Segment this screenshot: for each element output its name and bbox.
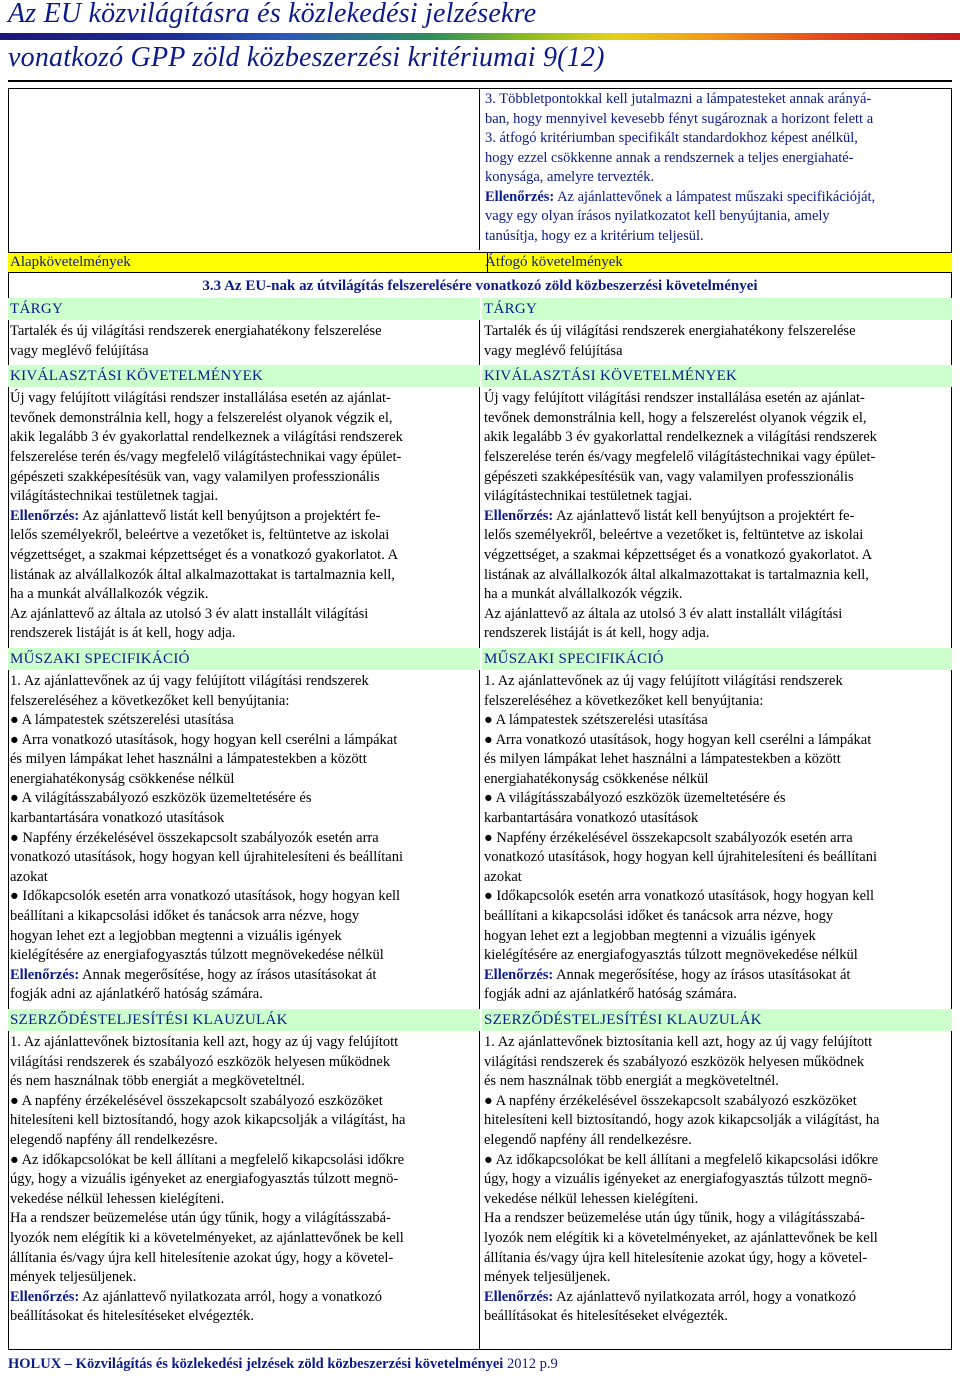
text-line: lelős személyekről, beleértve a vezetőket is, feltüntetve az iskolai xyxy=(10,527,390,544)
contract-clauses-text xyxy=(484,1033,950,1327)
text-line: világítási rendszerek és szabályozó eszközök helyesen működnek xyxy=(10,1053,391,1070)
text-line: felszerelése terén és/vagy megfelelő világítástechnikai vagy épület- xyxy=(484,448,876,465)
text-line: mények teljesüljenek. xyxy=(10,1269,137,1286)
subject-text: vagy meglévő felújítása xyxy=(10,342,149,359)
text-line: rendszerek listáját is át kell, hogy adja. xyxy=(10,625,236,642)
text-line: ● Az időkapcsolókat be kell állítani a megfelelő kikapcsolási időkre xyxy=(10,1151,405,1168)
text-line: végzettséget, a szakmai képzettséget és a vonatkozó gyakorlatot. A xyxy=(484,546,873,563)
check-text: Annak megerősítése, hogy az írásos utasításokat át xyxy=(79,966,377,983)
text-line: beállításokat és hitelesítéseket elvégezték. xyxy=(484,1308,728,1325)
text-line: ● Időkapcsolók esetén arra vonatkozó utasítások, hogy hogyan kell xyxy=(484,888,875,905)
selection-criteria-header: KIVÁLASZTÁSI KÖVETELMÉNYEK xyxy=(8,365,480,387)
contract-clauses-text xyxy=(10,1033,478,1327)
text-line: ha a munkát alvállalkozók végzik. xyxy=(10,586,209,603)
subject-header: TÁRGY xyxy=(482,298,952,320)
text-line: elegendő napfény áll rendelkezésre. xyxy=(10,1131,218,1148)
text-line xyxy=(484,1288,950,1308)
text-line: rendszerek listáját is át kell, hogy adja. xyxy=(484,625,710,642)
text-line: lyozók nem elégítik ki a követelményeket, az ajánlattevőnek be kell xyxy=(10,1229,404,1246)
text-line: karbantartására vonatkozó utasítások xyxy=(484,810,699,827)
technical-spec-header: MŰSZAKI SPECIFIKÁCIÓ xyxy=(482,648,952,670)
text-line: ● A lámpatestek szétszerelési utasítása xyxy=(10,712,234,729)
text-line: vekedése nélkül lehessen kielégíteni. xyxy=(484,1190,699,1207)
text-line: és milyen lámpákat lehet használni a lámpatestekben a között xyxy=(484,751,841,768)
text-line: Az ajánlattevő az általa az utolsó 3 év alatt installált világítási xyxy=(10,605,369,622)
text-line: vonatkozó utasítások, hogy hogyan kell újrahitelesíteni és beállítani xyxy=(10,849,404,866)
comprehensive-requirements-column xyxy=(484,298,950,1327)
check-text: Annak megerősítése, hogy az írásos utasításokat át xyxy=(553,966,851,983)
text-line: fogják adni az ajánlatkérő hatóság számára. xyxy=(484,986,737,1003)
text-line: listának az alvállalkozók által alkalmazottakat is tartalmaznia kell, xyxy=(484,566,869,583)
text-line: energiahatékonyság csökkenése nélkül xyxy=(484,770,709,787)
text-line: és nem használnak több energiát a megköveteltnél. xyxy=(484,1073,779,1090)
text-line: 1. Az ajánlattevőnek biztosítania kell azt, hogy az új vagy felújított xyxy=(484,1034,873,1050)
text-line: világítási rendszerek és szabályozó eszközök helyesen működnek xyxy=(484,1053,865,1070)
contract-clauses-header: SZERZŐDÉSTELJESÍTÉSI KLAUZULÁK xyxy=(8,1009,480,1031)
check-label: Ellenőrzés: xyxy=(485,188,555,205)
text-line: ● A világításszabályozó eszközök üzemeltetésére és xyxy=(484,790,786,807)
text-line: ● Napfény érzékelésével összekapcsolt szabályozók esetén arra xyxy=(10,829,379,846)
text-line: ● A napfény érzékelésével összekapcsolt szabályozó eszközöket xyxy=(10,1092,383,1109)
text-line: Új vagy felújított világítási rendszer installálása esetén az ajánlat- xyxy=(484,390,865,407)
text-line: 1. Az ajánlattevőnek az új vagy felújított világítási rendszerek xyxy=(484,672,843,689)
requirements-level-bar xyxy=(8,252,952,273)
text-line: azokat xyxy=(10,868,48,885)
intro-line: konysága, amelyre tervezték. xyxy=(485,169,655,185)
intro-line: tanúsítja, hogy ez a kritérium teljesül. xyxy=(485,227,704,244)
text-line: ● Időkapcsolók esetén arra vonatkozó utasítások, hogy hogyan kell xyxy=(10,888,401,905)
page-title-line2: vonatkozó GPP zöld közbeszerzési kritériumai 9(12) xyxy=(8,42,605,73)
technical-spec-text xyxy=(10,672,478,1005)
text-line: akik legalább 3 év gyakorlattal rendelkeznek a világítási rendszerek xyxy=(484,429,877,446)
text-line: úgy, hogy a vizuális igényeket az energiafogyasztás túlzott megnö- xyxy=(484,1171,873,1188)
section-title: 3.3 Az EU-nak az útvilágítás felszerelésére vonatkozó zöld közbeszerzési követelményei xyxy=(202,278,758,294)
text-line: gépészeti szakképesítésük van, vagy valamilyen professzionális xyxy=(484,468,854,485)
text-line: Ha a rendszer beüzemelése után úgy tűnik, hogy a világításszabá- xyxy=(10,1210,391,1227)
check-label: Ellenőrzés: xyxy=(484,1288,554,1305)
text-line: ● A lámpatestek szétszerelési utasítása xyxy=(484,712,708,729)
intro-line: 3. átfogó kritériumban specifikált standardokhoz képest anélkül, xyxy=(485,130,858,146)
text-line: beállítani a kikapcsolási időket és tanácsok arra nézve, hogy xyxy=(484,908,834,925)
check-text: Az ajánlattevő nyilatkozata arról, hogy a vonatkozó xyxy=(553,1288,857,1305)
intro-line: vagy egy olyan írásos nyilatkozatot kell benyújtania, amely xyxy=(485,208,830,224)
text-line: 1. Az ajánlattevőnek biztosítania kell azt, hogy az új vagy felújított xyxy=(10,1034,399,1050)
check-text: Az ajánlattevő nyilatkozata arról, hogy a vonatkozó xyxy=(79,1288,383,1305)
text-line xyxy=(10,966,478,986)
text-line: és nem használnak több energiát a megköveteltnél. xyxy=(10,1073,305,1090)
text-line: ● A világításszabályozó eszközök üzemeltetésére és xyxy=(10,790,312,807)
text-line: ● Arra vonatkozó utasítások, hogy hogyan kell cserélni a lámpákat xyxy=(484,731,872,748)
text-line: hitelesíteni kell biztosítandó, hogy azok kikapcsolják a világítást, ha xyxy=(484,1112,880,1129)
text-line xyxy=(10,1288,478,1308)
intro-line: 3. Többletpontokkal kell jutalmazni a lámpatesteket annak arányá- xyxy=(485,91,872,107)
selection-criteria-text xyxy=(484,389,950,644)
text-line: Ha a rendszer beüzemelése után úgy tűnik, hogy a világításszabá- xyxy=(484,1210,865,1227)
text-line: 1. Az ajánlattevőnek az új vagy felújított világítási rendszerek xyxy=(10,672,369,689)
basic-requirements-label: Alapkövetelmények xyxy=(10,254,131,270)
footer-page-number: 2012 p.9 xyxy=(503,1356,558,1372)
check-text: Az ajánlattevőnek a lámpatest műszaki specifikációját, xyxy=(554,188,876,205)
text-line: beállításokat és hitelesítéseket elvégezték. xyxy=(10,1308,254,1325)
decorative-gradient-bar xyxy=(0,33,960,40)
text-line: ● Napfény érzékelésével összekapcsolt szabályozók esetén arra xyxy=(484,829,853,846)
text-line: ha a munkát alvállalkozók végzik. xyxy=(484,586,683,603)
text-line: hogyan lehet ezt a legjobban megtenni a vizuális igények xyxy=(10,927,342,944)
check-label: Ellenőrzés: xyxy=(484,507,554,524)
text-line: akik legalább 3 év gyakorlattal rendelkeznek a világítási rendszerek xyxy=(10,429,403,446)
footer-text: HOLUX – Közvilágítás és közlekedési jelzések zöld közbeszerzési követelményei xyxy=(8,1356,504,1372)
text-line: elegendő napfény áll rendelkezésre. xyxy=(484,1131,692,1148)
text-line: hogyan lehet ezt a legjobban megtenni a vizuális igények xyxy=(484,927,816,944)
text-line: lelős személyekről, beleértve a vezetőket is, feltüntetve az iskolai xyxy=(484,527,864,544)
text-line: állítania és/vagy újra kell hitelesítenie azokat úgy, hogy a követel- xyxy=(484,1249,868,1266)
text-line: listának az alvállalkozók által alkalmazottakat is tartalmaznia kell, xyxy=(10,566,395,583)
intro-line: ban, hogy mennyivel kevesebb fényt sugároznak a horizont felett a xyxy=(485,110,874,127)
check-text: Az ajánlattevő listát kell benyújtson a projektért fe- xyxy=(553,507,855,524)
text-line: hitelesíteni kell biztosítandó, hogy azok kikapcsolják a világítást, ha xyxy=(10,1112,406,1129)
check-label: Ellenőrzés: xyxy=(10,1288,80,1305)
basic-requirements-column xyxy=(10,298,478,1327)
text-line: vekedése nélkül lehessen kielégíteni. xyxy=(10,1190,225,1207)
text-line xyxy=(10,507,478,527)
text-line: és milyen lámpákat lehet használni a lámpatestekben a között xyxy=(10,751,367,768)
check-text: Az ajánlattevő listát kell benyújtson a projektért fe- xyxy=(79,507,381,524)
text-line: Új vagy felújított világítási rendszer installálása esetén az ajánlat- xyxy=(10,390,391,407)
text-line: gépészeti szakképesítésük van, vagy valamilyen professzionális xyxy=(10,468,380,485)
text-line: tevőnek demonstrálnia kell, hogy a felszerelést olyanok végzik el, xyxy=(10,409,393,426)
intro-check xyxy=(485,188,951,208)
subject-text: vagy meglévő felújítása xyxy=(484,342,623,359)
text-line: kielégítésére az energiafogyasztás túlzott megnövekedése nélkül xyxy=(484,947,858,964)
check-label: Ellenőrzés: xyxy=(10,966,80,983)
text-line: felszerelése terén és/vagy megfelelő világítástechnikai vagy épület- xyxy=(10,448,402,465)
technical-spec-header: MŰSZAKI SPECIFIKÁCIÓ xyxy=(8,648,480,670)
text-line: azokat xyxy=(484,868,522,885)
intro-criterion-block xyxy=(485,90,951,246)
column-divider xyxy=(479,298,480,1350)
text-line: világítástechnikai testületnek tagjai. xyxy=(10,488,219,505)
text-line: ● A napfény érzékelésével összekapcsolt szabályozó eszközöket xyxy=(484,1092,857,1109)
text-line: karbantartására vonatkozó utasítások xyxy=(10,810,225,827)
contract-clauses-header: SZERZŐDÉSTELJESÍTÉSI KLAUZULÁK xyxy=(482,1009,952,1031)
text-line: világítástechnikai testületnek tagjai. xyxy=(484,488,693,505)
text-line: fogják adni az ajánlatkérő hatóság számára. xyxy=(10,986,263,1003)
column-divider-top xyxy=(479,88,480,250)
text-line: mények teljesüljenek. xyxy=(484,1269,611,1286)
text-line: állítania és/vagy újra kell hitelesítenie azokat úgy, hogy a követel- xyxy=(10,1249,394,1266)
text-line: kielégítésére az energiafogyasztás túlzott megnövekedése nélkül xyxy=(10,947,384,964)
text-line: tevőnek demonstrálnia kell, hogy a felszerelést olyanok végzik el, xyxy=(484,409,867,426)
text-line: vonatkozó utasítások, hogy hogyan kell újrahitelesíteni és beállítani xyxy=(484,849,878,866)
page-footer xyxy=(8,1356,558,1373)
check-label: Ellenőrzés: xyxy=(484,966,554,983)
text-line: felszereléséhez a következőket kell benyújtania: xyxy=(484,692,764,709)
text-line: felszereléséhez a következőket kell benyújtania: xyxy=(10,692,290,709)
text-line: úgy, hogy a vizuális igényeket az energiafogyasztás túlzott megnö- xyxy=(10,1171,399,1188)
subject-text: Tartalék és új világítási rendszerek energiahatékony felszerelése xyxy=(484,323,856,339)
selection-criteria-text xyxy=(10,389,478,644)
check-label: Ellenőrzés: xyxy=(10,507,80,524)
text-line: ● Arra vonatkozó utasítások, hogy hogyan kell cserélni a lámpákat xyxy=(10,731,398,748)
technical-spec-text xyxy=(484,672,950,1005)
text-line: energiahatékonyság csökkenése nélkül xyxy=(10,770,235,787)
subject-header: TÁRGY xyxy=(8,298,480,320)
text-line xyxy=(484,966,950,986)
text-line: beállítani a kikapcsolási időket és tanácsok arra nézve, hogy xyxy=(10,908,360,925)
text-line: ● Az időkapcsolókat be kell állítani a megfelelő kikapcsolási időkre xyxy=(484,1151,879,1168)
text-line: végzettséget, a szakmai képzettséget és a vonatkozó gyakorlatot. A xyxy=(10,546,399,563)
intro-line: hogy ezzel csökkenne annak a rendszernek a teljes energiahaté- xyxy=(485,149,854,166)
text-line: Az ajánlattevő az általa az utolsó 3 év alatt installált világítási xyxy=(484,605,843,622)
title-rule xyxy=(8,80,952,82)
subject-text: Tartalék és új világítási rendszerek energiahatékony felszerelése xyxy=(10,323,382,339)
text-line: lyozók nem elégítik ki a követelményeket, az ajánlattevőnek be kell xyxy=(484,1229,878,1246)
page-title-line1: Az EU közvilágításra és közlekedési jelzésekre xyxy=(8,0,537,29)
text-line xyxy=(484,507,950,527)
selection-criteria-header: KIVÁLASZTÁSI KÖVETELMÉNYEK xyxy=(482,365,952,387)
comprehensive-requirements-label: Átfogó követelmények xyxy=(485,254,623,270)
